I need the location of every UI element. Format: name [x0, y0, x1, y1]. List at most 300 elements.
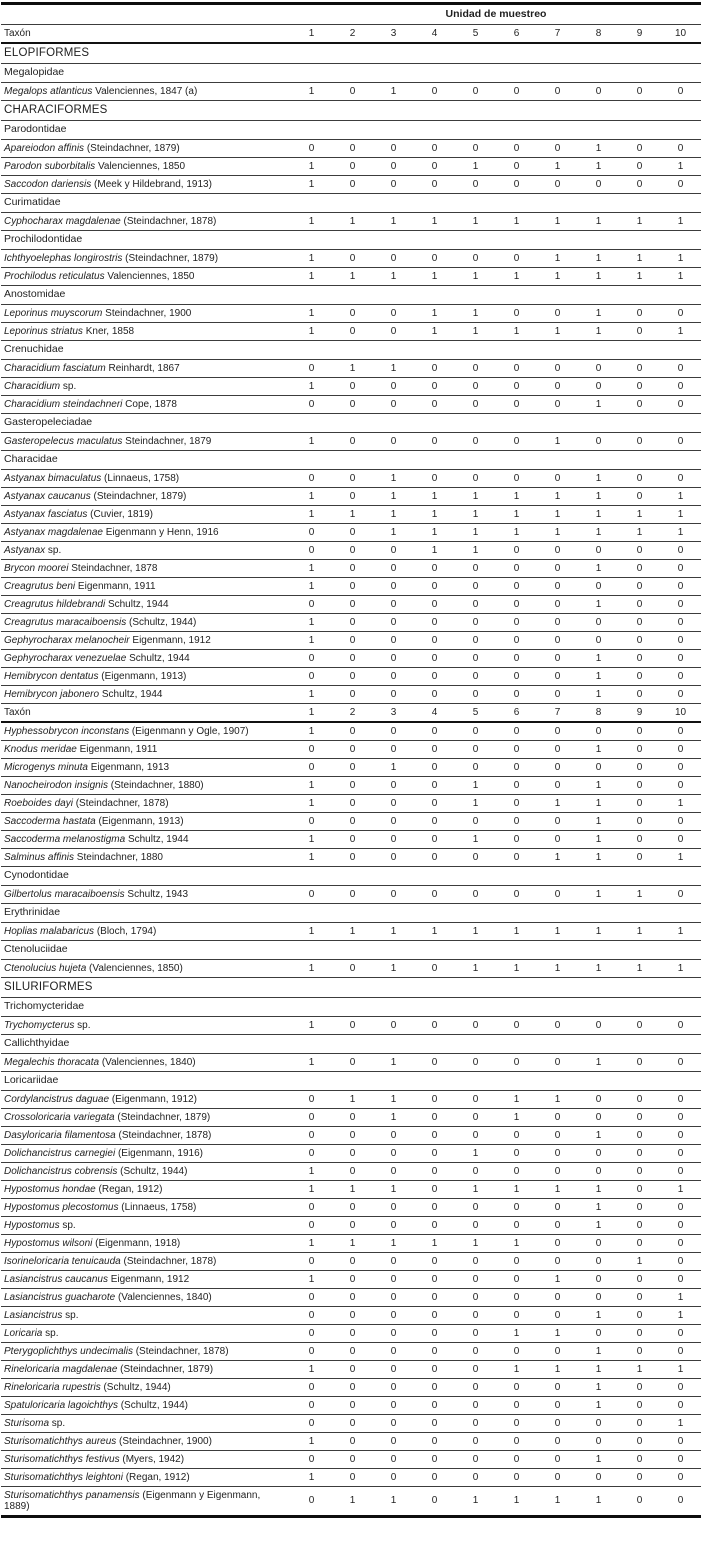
presence-value: 0: [431, 652, 438, 664]
presence-value: 0: [595, 380, 602, 392]
presence-value: 0: [677, 1219, 684, 1231]
taxon-name: [1, 1324, 291, 1342]
taxon-name: [1, 212, 291, 230]
species-row: [1, 377, 701, 395]
presence-value: 0: [636, 1471, 643, 1483]
presence-value: 1: [349, 925, 356, 937]
presence-value: 1: [390, 362, 397, 374]
presence-value: 1: [308, 1237, 315, 1249]
presence-value: 0: [390, 598, 397, 610]
presence-value: 1: [595, 670, 602, 682]
taxon-name: [1, 1432, 291, 1450]
presence-value: 0: [390, 634, 397, 646]
species-row: [1, 1360, 701, 1378]
species-row: [1, 1288, 701, 1306]
presence-value: 0: [677, 85, 684, 97]
presence-value: 1: [595, 851, 602, 863]
presence-value: 1: [554, 252, 561, 264]
presence-value: 0: [472, 688, 479, 700]
presence-value: 1: [308, 1165, 315, 1177]
presence-value: 0: [431, 1129, 438, 1141]
presence-value: 1: [595, 1183, 602, 1195]
presence-value: 0: [349, 1255, 356, 1267]
family-row: [1, 230, 701, 249]
author-citation: (Regan, 1912): [95, 1183, 163, 1195]
presence-value: 0: [390, 743, 397, 755]
taxon-name: [1, 631, 291, 649]
presence-value: 0: [431, 580, 438, 592]
presence-value: 0: [308, 1381, 315, 1393]
presence-value: 0: [554, 616, 561, 628]
presence-value: 0: [390, 1417, 397, 1429]
presence-value: 0: [636, 562, 643, 574]
presence-value: 0: [431, 1417, 438, 1429]
presence-value: 0: [472, 743, 479, 755]
presence-value: 0: [390, 1453, 397, 1465]
presence-value: 0: [677, 1237, 684, 1249]
species-row: [1, 1378, 701, 1396]
presence-value: 0: [349, 526, 356, 538]
scientific-name: Nanocheirodon insignis: [4, 779, 108, 791]
author-citation: sp.: [60, 380, 77, 392]
presence-value: 0: [431, 380, 438, 392]
presence-value: 0: [554, 142, 561, 154]
author-citation: (Valenciennes, 1840): [99, 1056, 196, 1068]
presence-value: 0: [513, 652, 520, 664]
author-citation: (Bloch, 1794): [94, 925, 157, 937]
presence-value: 1: [595, 325, 602, 337]
scientific-name: Astyanax fasciatus: [4, 508, 88, 520]
species-row: [1, 1414, 701, 1432]
presence-value: 0: [554, 833, 561, 845]
taxon-name: [1, 304, 291, 322]
species-row: [1, 1486, 701, 1517]
presence-value: 0: [595, 634, 602, 646]
presence-value: 0: [677, 1399, 684, 1411]
presence-value: 0: [554, 85, 561, 97]
scientific-name: Characidium steindachneri: [4, 398, 123, 410]
scientific-name: Hemibrycon dentatus: [4, 670, 99, 682]
taxon-name: [1, 1180, 291, 1198]
repeat-unit-header-2: 2: [349, 706, 356, 718]
presence-value: 0: [554, 362, 561, 374]
presence-value: 0: [472, 815, 479, 827]
scientific-name: Sturisomatichthys festivus: [4, 1453, 120, 1465]
scientific-name: Dolichancistrus cobrensis: [4, 1165, 118, 1177]
author-citation: (Linnaeus, 1758): [118, 1201, 197, 1213]
taxon-name: [1, 1306, 291, 1324]
author-citation: Eigenmann, 1911: [75, 580, 156, 592]
unit-column-header-5: 5: [472, 27, 479, 39]
presence-value: 1: [677, 490, 684, 502]
author-citation: (Steindachner, 1879): [90, 490, 187, 502]
unit-column-header-2: 2: [349, 27, 356, 39]
taxon-name: [1, 649, 291, 667]
family-label: Anostomidae: [4, 288, 66, 300]
presence-value: 1: [513, 1327, 520, 1339]
presence-value: 0: [472, 634, 479, 646]
presence-value: 0: [554, 1237, 561, 1249]
species-row: [1, 613, 701, 631]
presence-value: 1: [431, 490, 438, 502]
presence-value: 0: [431, 598, 438, 610]
presence-value: 0: [636, 362, 643, 374]
presence-value: 0: [677, 1147, 684, 1159]
presence-value: 0: [472, 1093, 479, 1105]
family-row: [1, 1034, 701, 1053]
taxon-name: [1, 523, 291, 541]
presence-value: 1: [677, 215, 684, 227]
presence-value: 0: [431, 1056, 438, 1068]
presence-value: 1: [677, 851, 684, 863]
scientific-name: Leporinus striatus: [4, 325, 83, 337]
species-row: [1, 559, 701, 577]
taxon-name: [1, 395, 291, 413]
author-citation: (Schultz, 1944): [126, 616, 197, 628]
presence-value: 0: [636, 1273, 643, 1285]
order-label: SILURIFORMES: [4, 980, 93, 993]
presence-value: 0: [636, 779, 643, 791]
species-row: [1, 1306, 701, 1324]
presence-value: 0: [431, 1219, 438, 1231]
presence-value: 0: [513, 562, 520, 574]
family-row: [1, 340, 701, 359]
presence-value: 0: [554, 1399, 561, 1411]
presence-value: 1: [636, 252, 643, 264]
presence-value: 0: [472, 1363, 479, 1375]
species-row: [1, 523, 701, 541]
taxon-name: [1, 959, 291, 977]
unit-column-header-7: 7: [554, 27, 561, 39]
presence-value: 1: [390, 1495, 397, 1507]
presence-value: 0: [636, 307, 643, 319]
taxon-name: [1, 740, 291, 758]
family-row: [1, 940, 701, 959]
presence-value: 0: [431, 888, 438, 900]
presence-value: 0: [349, 160, 356, 172]
presence-value: 0: [349, 1363, 356, 1375]
presence-value: 0: [349, 743, 356, 755]
taxon-name: [1, 776, 291, 794]
presence-value: 0: [554, 888, 561, 900]
presence-value: 1: [636, 888, 643, 900]
presence-value: 1: [308, 779, 315, 791]
presence-value: 0: [308, 1327, 315, 1339]
presence-value: 0: [554, 1309, 561, 1321]
presence-value: 0: [595, 725, 602, 737]
taxon-name: [1, 1053, 291, 1071]
presence-value: 0: [554, 1219, 561, 1231]
scientific-name: Sturisomatichthys aureus: [4, 1435, 117, 1447]
presence-value: 1: [431, 925, 438, 937]
presence-value: 1: [308, 1471, 315, 1483]
presence-value: 0: [349, 634, 356, 646]
presence-value: 1: [308, 160, 315, 172]
species-row: [1, 175, 701, 193]
presence-value: 0: [513, 85, 520, 97]
scientific-name: Gephyrocharax melanocheir: [4, 634, 130, 646]
species-row: [1, 1126, 701, 1144]
taxon-name: [1, 1198, 291, 1216]
species-row: [1, 541, 701, 559]
presence-value: 1: [677, 508, 684, 520]
scientific-name: Knodus meridae: [4, 743, 77, 755]
presence-value: 0: [595, 1327, 602, 1339]
presence-value: 0: [349, 888, 356, 900]
presence-value: 0: [431, 1019, 438, 1031]
presence-value: 0: [472, 362, 479, 374]
presence-value: 0: [431, 1453, 438, 1465]
presence-value: 0: [636, 1381, 643, 1393]
presence-value: 0: [431, 743, 438, 755]
species-row: [1, 1108, 701, 1126]
presence-value: 0: [677, 815, 684, 827]
presence-value: 0: [677, 1471, 684, 1483]
scientific-name: Hemibrycon jabonero: [4, 688, 100, 700]
presence-value: 0: [390, 851, 397, 863]
presence-value: 0: [513, 1435, 520, 1447]
column-header-row: [1, 24, 701, 43]
family-row: [1, 866, 701, 885]
author-citation: (Myers, 1942): [119, 1453, 185, 1465]
presence-value: 1: [554, 1183, 561, 1195]
presence-value: 0: [554, 580, 561, 592]
presence-value: 1: [595, 925, 602, 937]
presence-value: 0: [349, 1291, 356, 1303]
presence-value: 1: [513, 215, 520, 227]
presence-value: 0: [349, 490, 356, 502]
repeat-taxon-header: Taxón: [4, 706, 31, 718]
presence-value: 0: [349, 851, 356, 863]
presence-value: 1: [390, 215, 397, 227]
presence-value: 0: [595, 1147, 602, 1159]
family-label: Trichomycteridae: [4, 1000, 85, 1012]
presence-value: 0: [431, 797, 438, 809]
order-row: [1, 977, 701, 997]
presence-value: 0: [595, 616, 602, 628]
species-row: [1, 322, 701, 340]
presence-value: 1: [595, 562, 602, 574]
taxon-name: [1, 812, 291, 830]
author-citation: (Meek y Hildebrand, 1913): [91, 178, 212, 190]
family-row: [1, 285, 701, 304]
presence-value: 0: [595, 1273, 602, 1285]
presence-value: 0: [390, 725, 397, 737]
presence-value: 0: [308, 362, 315, 374]
species-row: [1, 505, 701, 523]
presence-value: 1: [308, 962, 315, 974]
presence-value: 0: [308, 398, 315, 410]
taxon-name: [1, 359, 291, 377]
presence-value: 0: [390, 435, 397, 447]
presence-value: 0: [554, 307, 561, 319]
presence-value: 0: [677, 1381, 684, 1393]
presence-value: 1: [595, 252, 602, 264]
presence-value: 0: [554, 670, 561, 682]
species-row: [1, 649, 701, 667]
author-citation: Schultz, 1944: [99, 688, 163, 700]
presence-value: 0: [595, 1417, 602, 1429]
presence-value: 1: [513, 1111, 520, 1123]
author-citation: Valenciennes, 1850: [95, 160, 186, 172]
presence-value: 0: [636, 1111, 643, 1123]
presence-value: 0: [472, 1291, 479, 1303]
presence-value: 0: [308, 888, 315, 900]
presence-value: 0: [308, 526, 315, 538]
author-citation: (Steindachner, 1878): [120, 1255, 217, 1267]
taxon-name: [1, 1162, 291, 1180]
species-row: [1, 1090, 701, 1108]
presence-value: 0: [677, 743, 684, 755]
scientific-name: Hyphessobrycon inconstans: [4, 725, 130, 737]
presence-value: 1: [472, 1495, 479, 1507]
presence-value: 0: [636, 1237, 643, 1249]
presence-value: 0: [677, 1345, 684, 1357]
presence-value: 0: [390, 1201, 397, 1213]
presence-value: 1: [677, 925, 684, 937]
presence-value: 1: [554, 925, 561, 937]
species-row: [1, 469, 701, 487]
presence-value: 0: [677, 1056, 684, 1068]
species-row: [1, 830, 701, 848]
presence-value: 0: [636, 178, 643, 190]
presence-value: 1: [554, 1327, 561, 1339]
presence-value: 0: [636, 761, 643, 773]
presence-value: 0: [431, 851, 438, 863]
presence-value: 1: [472, 1237, 479, 1249]
presence-value: 0: [513, 1273, 520, 1285]
presence-value: 0: [431, 670, 438, 682]
presence-value: 1: [677, 252, 684, 264]
family-label: Callichthyidae: [4, 1037, 70, 1049]
presence-value: 0: [595, 580, 602, 592]
presence-value: 1: [472, 270, 479, 282]
presence-value: 0: [472, 1453, 479, 1465]
author-citation: (Regan, 1912): [122, 1471, 190, 1483]
presence-value: 0: [349, 1399, 356, 1411]
unit-column-header-3: 3: [390, 27, 397, 39]
author-citation: Eigenmann, 1912: [129, 634, 211, 646]
presence-value: 0: [513, 761, 520, 773]
presence-value: 0: [390, 779, 397, 791]
presence-value: 0: [472, 1417, 479, 1429]
presence-value: 0: [431, 1435, 438, 1447]
presence-value: 0: [431, 616, 438, 628]
presence-value: 0: [513, 1309, 520, 1321]
presence-value: 1: [554, 270, 561, 282]
presence-value: 0: [349, 797, 356, 809]
family-label: Curimatidae: [4, 196, 61, 208]
presence-value: 0: [636, 815, 643, 827]
sampling-unit-group-header: Unidad de muestreo: [445, 8, 547, 20]
presence-value: 1: [308, 252, 315, 264]
unit-column-header-8: 8: [595, 27, 602, 39]
presence-value: 0: [349, 325, 356, 337]
author-citation: sp.: [74, 1019, 91, 1031]
presence-value: 0: [472, 1345, 479, 1357]
presence-value: 1: [349, 215, 356, 227]
presence-value: 0: [349, 761, 356, 773]
presence-value: 1: [308, 634, 315, 646]
presence-value: 0: [472, 398, 479, 410]
presence-value: 0: [308, 1495, 315, 1507]
family-label: Ctenoluciidae: [4, 943, 68, 955]
presence-value: 0: [554, 1417, 561, 1429]
presence-value: 0: [677, 888, 684, 900]
presence-value: 0: [554, 761, 561, 773]
presence-value: 0: [349, 1309, 356, 1321]
species-row: [1, 1396, 701, 1414]
presence-value: 1: [554, 1495, 561, 1507]
author-citation: (Eigenmann, 1916): [115, 1147, 204, 1159]
presence-value: 0: [308, 544, 315, 556]
presence-value: 0: [349, 1327, 356, 1339]
author-citation: (Eigenmann y Eigenmann, 1889): [4, 1489, 261, 1512]
presence-value: 0: [349, 435, 356, 447]
presence-value: 0: [431, 1471, 438, 1483]
species-row: [1, 959, 701, 977]
scientific-name: Salminus affinis: [4, 851, 75, 863]
presence-value: 1: [308, 688, 315, 700]
presence-value: 0: [554, 815, 561, 827]
presence-value: 0: [431, 1327, 438, 1339]
species-row: [1, 794, 701, 812]
presence-value: 0: [390, 1471, 397, 1483]
presence-value: 0: [390, 670, 397, 682]
presence-value: 0: [390, 888, 397, 900]
scientific-name: Hypostomus wilsoni: [4, 1237, 93, 1249]
presence-value: 1: [472, 779, 479, 791]
author-citation: (Schultz, 1944): [100, 1381, 171, 1393]
presence-value: 0: [677, 562, 684, 574]
presence-value: 1: [308, 1363, 315, 1375]
repeat-unit-header-4: 4: [431, 706, 438, 718]
presence-value: 0: [349, 1471, 356, 1483]
species-row: [1, 267, 701, 285]
family-row: [1, 997, 701, 1016]
presence-value: 0: [513, 1201, 520, 1213]
presence-value: 0: [595, 761, 602, 773]
species-row: [1, 1270, 701, 1288]
presence-value: 1: [595, 307, 602, 319]
taxon-name: [1, 577, 291, 595]
presence-value: 0: [636, 652, 643, 664]
presence-value: 0: [390, 1129, 397, 1141]
presence-value: 0: [431, 472, 438, 484]
presence-value: 0: [431, 142, 438, 154]
presence-value: 0: [677, 544, 684, 556]
repeat-unit-header-8: 8: [595, 706, 602, 718]
scientific-name: Hypostomus plecostomus: [4, 1201, 119, 1213]
presence-value: 0: [636, 797, 643, 809]
presence-value: 0: [513, 472, 520, 484]
presence-value: 0: [308, 743, 315, 755]
presence-value: 0: [636, 598, 643, 610]
presence-value: 0: [636, 1399, 643, 1411]
repeat-unit-header-6: 6: [513, 706, 520, 718]
presence-value: 0: [677, 362, 684, 374]
presence-value: 0: [308, 1147, 315, 1159]
author-citation: (Schultz, 1944): [117, 1399, 188, 1411]
presence-value: 0: [390, 1309, 397, 1321]
presence-value: 0: [677, 178, 684, 190]
taxon-name: [1, 830, 291, 848]
repeat-unit-header-5: 5: [472, 706, 479, 718]
presence-value: 0: [513, 1381, 520, 1393]
species-row: [1, 1450, 701, 1468]
presence-value: 0: [431, 1495, 438, 1507]
presence-value: 1: [390, 85, 397, 97]
